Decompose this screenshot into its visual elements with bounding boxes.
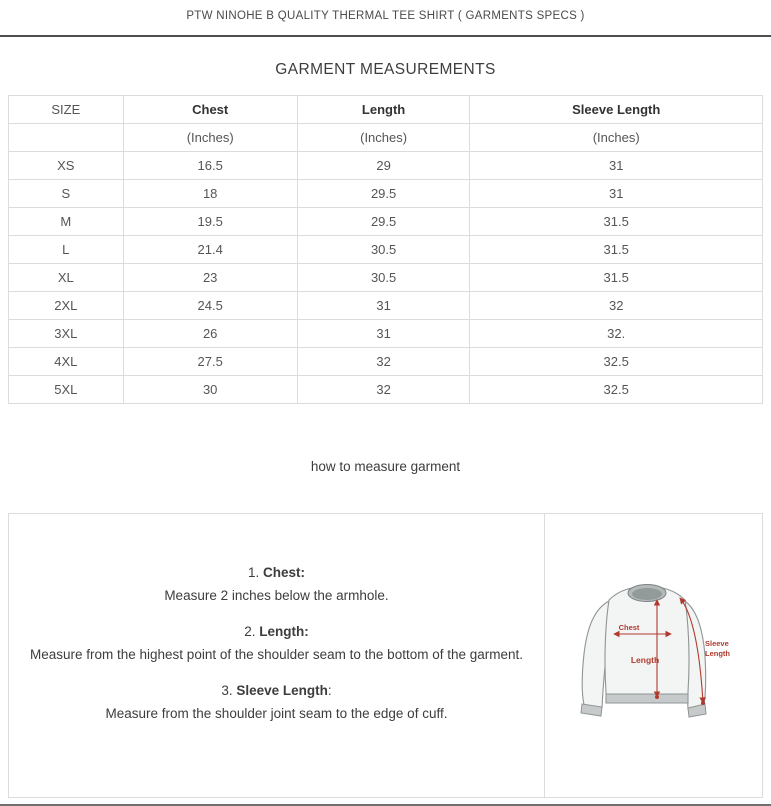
units-cell <box>9 124 124 152</box>
table-cell: 31 <box>470 152 763 180</box>
table-cell: 2XL <box>9 292 124 320</box>
table-row <box>9 152 763 180</box>
table-cell: 32 <box>470 292 763 320</box>
table-cell: 18 <box>123 180 297 208</box>
table-cell: XS <box>9 152 124 180</box>
table-cell: 31 <box>470 180 763 208</box>
instruction-title: 3. Sleeve Length: <box>221 683 332 698</box>
instruction-title: 2. Length: <box>244 624 309 639</box>
table-row <box>9 208 763 236</box>
table-cell: 3XL <box>9 320 124 348</box>
instruction-item <box>9 683 544 721</box>
table-cell: 4XL <box>9 348 124 376</box>
instruction-item <box>9 624 544 662</box>
table-cell: M <box>9 208 124 236</box>
page-title: PTW NINOHE B QUALITY THERMAL TEE SHIRT ( GARMENTS SPECS ) <box>186 10 585 22</box>
sleeve-arrow-dot <box>701 701 705 705</box>
table-cell: L <box>9 236 124 264</box>
table-cell: 31.5 <box>470 264 763 292</box>
column-header: Length <box>297 96 470 124</box>
table-row <box>9 348 763 376</box>
sleeve-label-line2: Length <box>705 649 730 658</box>
table-cell: 30.5 <box>297 264 470 292</box>
units-cell: (Inches) <box>297 124 470 152</box>
table-row <box>9 292 763 320</box>
column-header: Sleeve Length <box>470 96 763 124</box>
table-cell: 31 <box>297 292 470 320</box>
sweater-hem <box>606 694 688 703</box>
table-cell: 32.5 <box>470 376 763 404</box>
table-cell: 27.5 <box>123 348 297 376</box>
measure-box <box>8 513 763 798</box>
sweater-body <box>605 587 689 703</box>
table-cell: 24.5 <box>123 292 297 320</box>
top-divider <box>0 35 771 37</box>
table-cell: 31.5 <box>470 208 763 236</box>
measure-heading: how to measure garment <box>310 459 461 474</box>
table-cell: 19.5 <box>123 208 297 236</box>
size-table-body <box>9 152 763 404</box>
table-row <box>9 320 763 348</box>
table-cell: 32.5 <box>470 348 763 376</box>
table-cell: 32 <box>297 376 470 404</box>
table-cell: 30 <box>123 376 297 404</box>
table-cell: 29.5 <box>297 208 470 236</box>
section-heading: GARMENT MEASUREMENTS <box>275 61 496 78</box>
table-cell: 29.5 <box>297 180 470 208</box>
chest-label: Chest <box>618 623 640 632</box>
table-cell: 32. <box>470 320 763 348</box>
table-cell: 29 <box>297 152 470 180</box>
table-row <box>9 180 763 208</box>
instruction-title: 1. Chest: <box>247 565 306 580</box>
length-label: Length <box>630 655 660 665</box>
instruction-desc: Measure from the highest point of the shoulder seam to the bottom of the garment. <box>29 647 524 662</box>
instruction-list <box>9 514 544 797</box>
instruction-desc: Measure 2 inches below the armhole. <box>164 588 389 603</box>
table-cell: 30.5 <box>297 236 470 264</box>
table-row <box>9 236 763 264</box>
table-cell: 5XL <box>9 376 124 404</box>
units-row <box>9 124 763 152</box>
table-cell: XL <box>9 264 124 292</box>
diagram-panel <box>544 514 762 797</box>
size-table-container <box>8 95 763 404</box>
table-cell: S <box>9 180 124 208</box>
table-cell: 21.4 <box>123 236 297 264</box>
table-cell: 23 <box>123 264 297 292</box>
column-header: Chest <box>123 96 297 124</box>
length-arrow-dot <box>655 695 659 699</box>
instruction-desc: Measure from the shoulder joint seam to the edge of cuff. <box>105 706 448 721</box>
units-cell: (Inches) <box>123 124 297 152</box>
table-row <box>9 376 763 404</box>
sleeve-label-line1: Sleeve <box>705 639 729 648</box>
table-cell: 31.5 <box>470 236 763 264</box>
table-cell: 16.5 <box>123 152 297 180</box>
size-table-head <box>9 96 763 152</box>
table-cell: 31 <box>297 320 470 348</box>
sweater-collar-inner <box>632 588 662 600</box>
column-header: SIZE <box>9 96 124 124</box>
table-row <box>9 264 763 292</box>
header-row <box>9 96 763 124</box>
sweater-diagram <box>545 514 762 797</box>
table-cell: 26 <box>123 320 297 348</box>
units-cell: (Inches) <box>470 124 763 152</box>
size-table <box>8 95 763 404</box>
instruction-item <box>9 565 544 603</box>
table-cell: 32 <box>297 348 470 376</box>
